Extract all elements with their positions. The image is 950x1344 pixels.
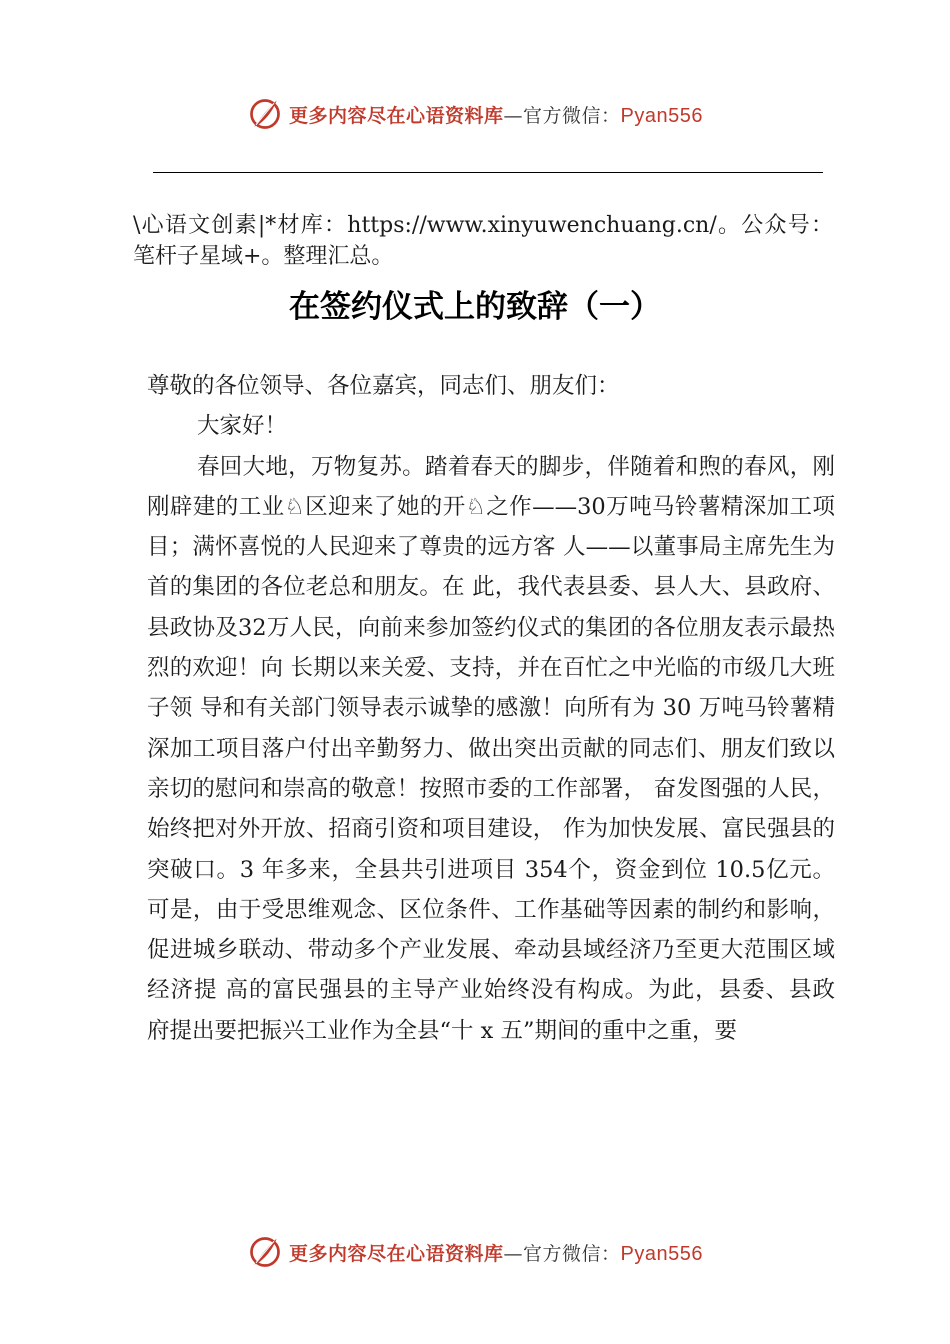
banner-main-text: 更多内容尽在心语资料库: [289, 104, 504, 127]
page-title: 在签约仪式上的致辞（一）: [289, 289, 661, 325]
banner-text: [289, 1239, 703, 1266]
banner-text: [289, 101, 703, 128]
banner-sub-text: 官方微信：: [523, 104, 621, 127]
header-banner: [0, 94, 950, 134]
salutation: 尊敬的各位领导、各位嘉宾，同志们、朋友们：: [147, 373, 620, 399]
feather-pen-logo-icon: [247, 1234, 283, 1270]
feather-pen-logo-icon: [247, 96, 283, 132]
banner-main-text: 更多内容尽在心语资料库: [289, 1242, 504, 1265]
body-paragraph: 春回大地，万物复苏。踏着春天的脚步，伴随着和煦的春风，刚刚辟建的工业♘区迎来了她的开♘之作——30万吨马铃薯精深加工项目；满怀喜悦的人民迎来了尊贵的远方客 人——以董事局主席先生为首的集团的各位老总和朋友。在 此，我代表县委、县人大、县政府、县政协及32万人民，向前来参加签约仪式的集团的各位朋友表示最热烈的欢迎！向 长期以来关爱、支持，并在百忙之中光临的市级几大班子领 导和有关部门领导表示诚挚的感激！向所有为 30 万吨马铃薯精深加工项目落户付出辛勤努力、做出突出贡献的同志们、朋友们致以亲切的慰问和崇高的敬意！按照市委的工作部署， 奋发图强的人民，始终把对外开放、招商引资和项目建设， 作为加快发展、富民强县的突破口。3 年多来，全县共引进项目 354个，资金到位 10.5亿元。可是，由于受思维观念、区位条件、工作基础等因素的制约和影响，促进城乡联动、带动多个产业发展、牵动县域经济乃至更大范围区域经济提 高的富民强县的主导产业始终没有构成。为此，县委、县政 府提出要把振兴工业作为全县“十 x 五”期间的重中之重，要: [147, 453, 835, 1044]
banner-separator: —: [503, 1242, 524, 1265]
header-divider: [153, 172, 823, 173]
greeting: 大家好！: [197, 413, 288, 440]
footer-banner: [0, 1232, 950, 1272]
banner-sub-text: 官方微信：: [523, 1242, 621, 1265]
banner-wechat-id: Pyan556: [620, 104, 703, 127]
source-note: \心语文创素|*材库：https://www.xinyuwenchuang.cn/。公众号：笔杆子星域+。整理汇总。: [133, 213, 833, 269]
document-body: [147, 366, 835, 1051]
banner-wechat-id: Pyan556: [620, 1242, 703, 1265]
banner-separator: —: [503, 104, 524, 127]
